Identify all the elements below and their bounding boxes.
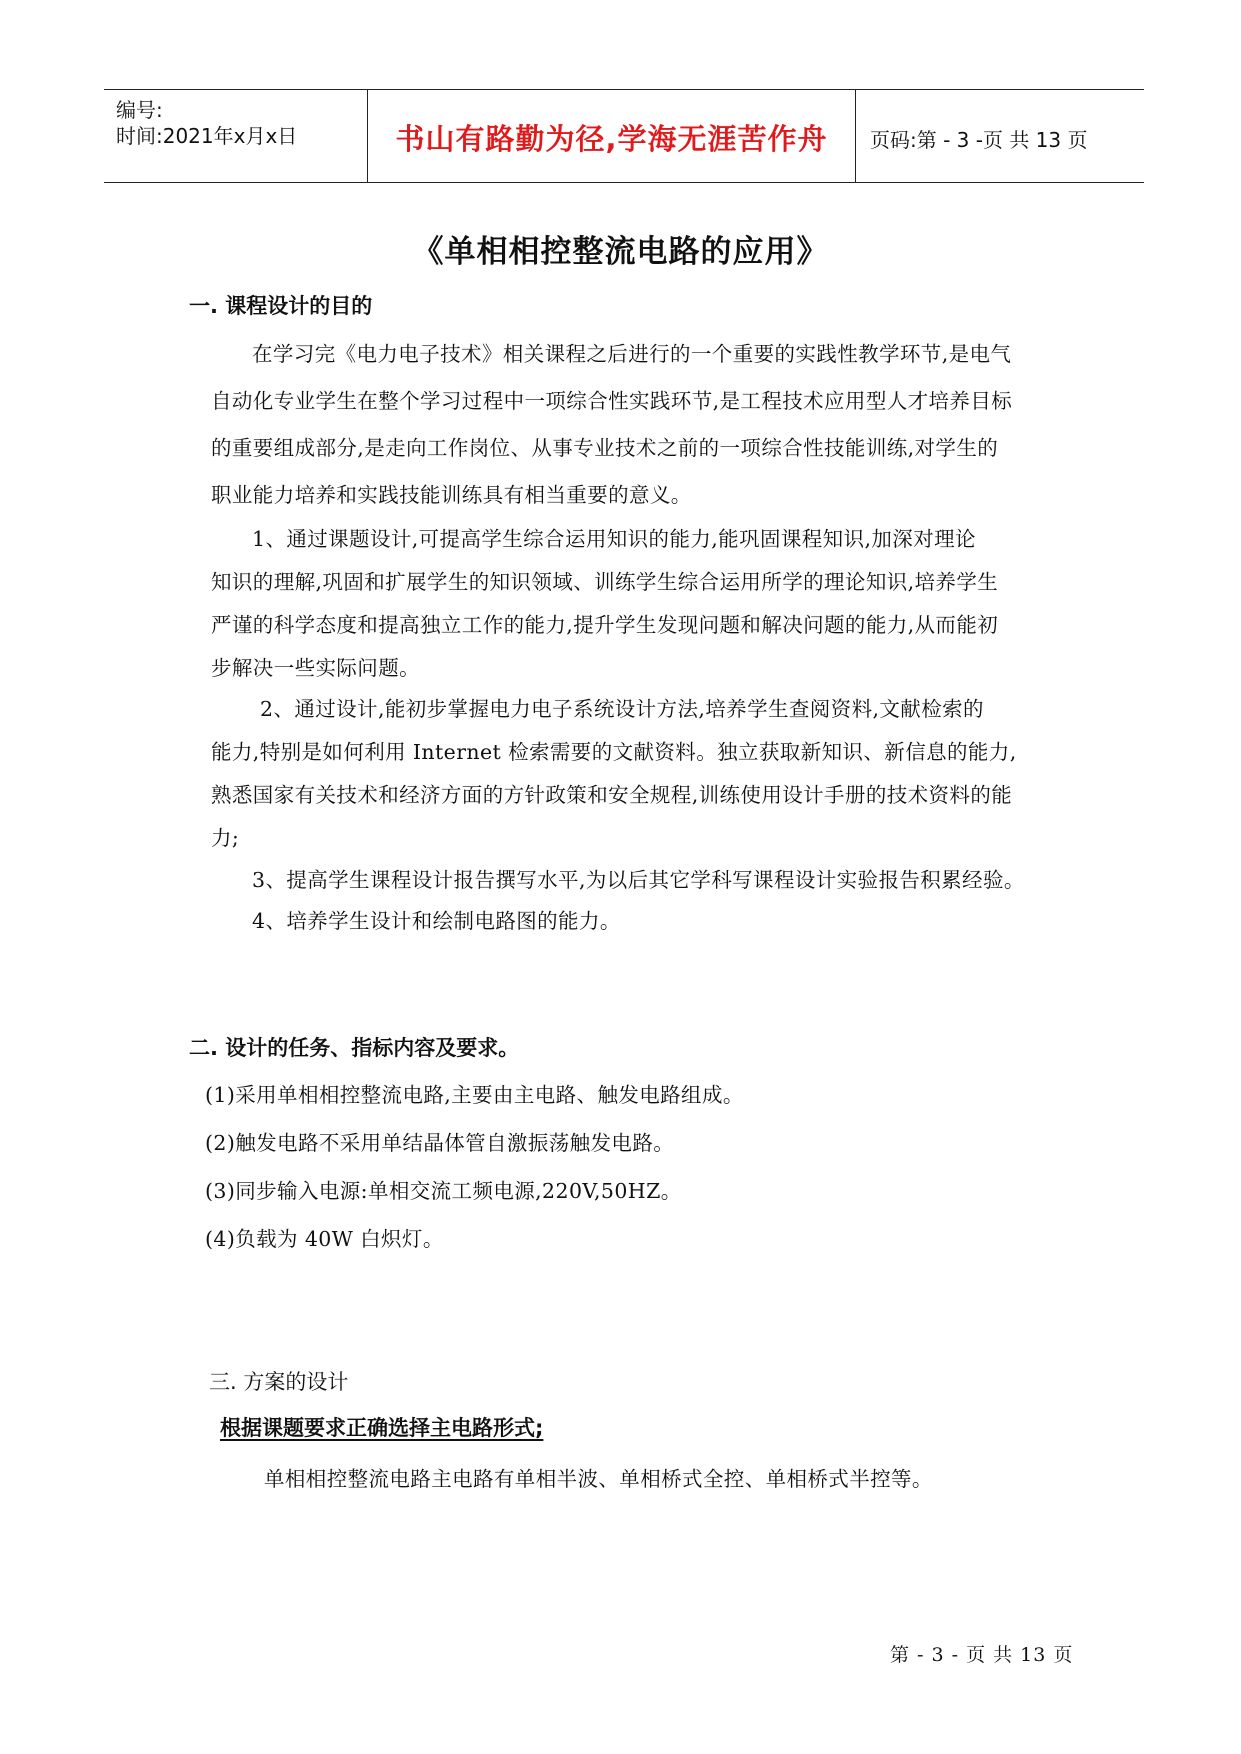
paragraph-line: 的重要组成部分,是走向工作岗位、从事专业技术之前的一项综合性技能训练,对学生的: [211, 436, 999, 460]
requirement-item: (1)采用单相相控整流电路,主要由主电路、触发电路组成。: [205, 1083, 744, 1107]
requirement-item: (4)负载为 40W 白炽灯。: [205, 1227, 444, 1251]
document-header: [104, 89, 1144, 183]
header-motto-cell: [367, 90, 856, 182]
paragraph-line: 自动化专业学生在整个学习过程中一项综合性实践环节,是工程技术应用型人才培养目标: [211, 389, 1013, 413]
paragraph-line: 在学习完《电力电子技术》相关课程之后进行的一个重要的实践性教学环节,是电气: [252, 342, 1012, 366]
page-footer: 第 - 3 - 页 共 13 页: [890, 1644, 1074, 1666]
section-1-heading: 一. 课程设计的目的: [189, 294, 373, 318]
paragraph-line: 2、通过设计,能初步掌握电力电子系统设计方法,培养学生查阅资料,文献检索的: [260, 697, 984, 721]
page-code: 页码:第 - 3 -页 共 13 页: [870, 128, 1088, 152]
paragraph-line: 单相相控整流电路主电路有单相半波、单相桥式全控、单相桥式半控等。: [264, 1467, 933, 1491]
paragraph-line: 严谨的科学态度和提高独立工作的能力,提升学生发现问题和解决问题的能力,从而能初: [211, 613, 999, 637]
paragraph-line: 3、提高学生课程设计报告撰写水平,为以后其它学科写课程设计实验报告积累经验。: [252, 868, 1025, 892]
header-left-cell: [104, 90, 367, 182]
header-right-cell: [856, 90, 1144, 182]
paragraph-line: 知识的理解,巩固和扩展学生的知识领域、训练学生综合运用所学的理论知识,培养学生: [211, 570, 999, 594]
paragraph-line: 力;: [211, 826, 240, 850]
section-3-heading: 三. 方案的设计: [209, 1370, 349, 1394]
paragraph-line: 1、通过课题设计,可提高学生综合运用知识的能力,能巩固课程知识,加深对理论: [252, 527, 976, 551]
paragraph-line: 能力,特别是如何利用 Internet 检索需要的文献资料。独立获取新知识、新信息的能力,: [211, 740, 1017, 764]
code-label: 编号:: [116, 98, 163, 122]
requirement-item: (2)触发电路不采用单结晶体管自激振荡触发电路。: [205, 1131, 675, 1155]
section-2-heading: 二. 设计的任务、指标内容及要求。: [189, 1036, 520, 1060]
section-3-subheading: 根据课题要求正确选择主电路形式;: [220, 1416, 544, 1440]
requirement-item: (3)同步输入电源:单相交流工频电源,220V,50HZ。: [205, 1179, 682, 1203]
document-title: 《单相相控整流电路的应用》: [412, 234, 829, 270]
paragraph-line: 4、培养学生设计和绘制电路图的能力。: [252, 909, 621, 933]
time-label: 时间:2021年x月x日: [116, 124, 298, 148]
paragraph-line: 职业能力培养和实践技能训练具有相当重要的意义。: [211, 483, 692, 507]
paragraph-line: 熟悉国家有关技术和经济方面的方针政策和安全规程,训练使用设计手册的技术资料的能: [211, 783, 1013, 807]
motto-text: 书山有路勤为径,学海无涯苦作舟: [395, 122, 828, 156]
paragraph-line: 步解决一些实际问题。: [211, 656, 420, 680]
